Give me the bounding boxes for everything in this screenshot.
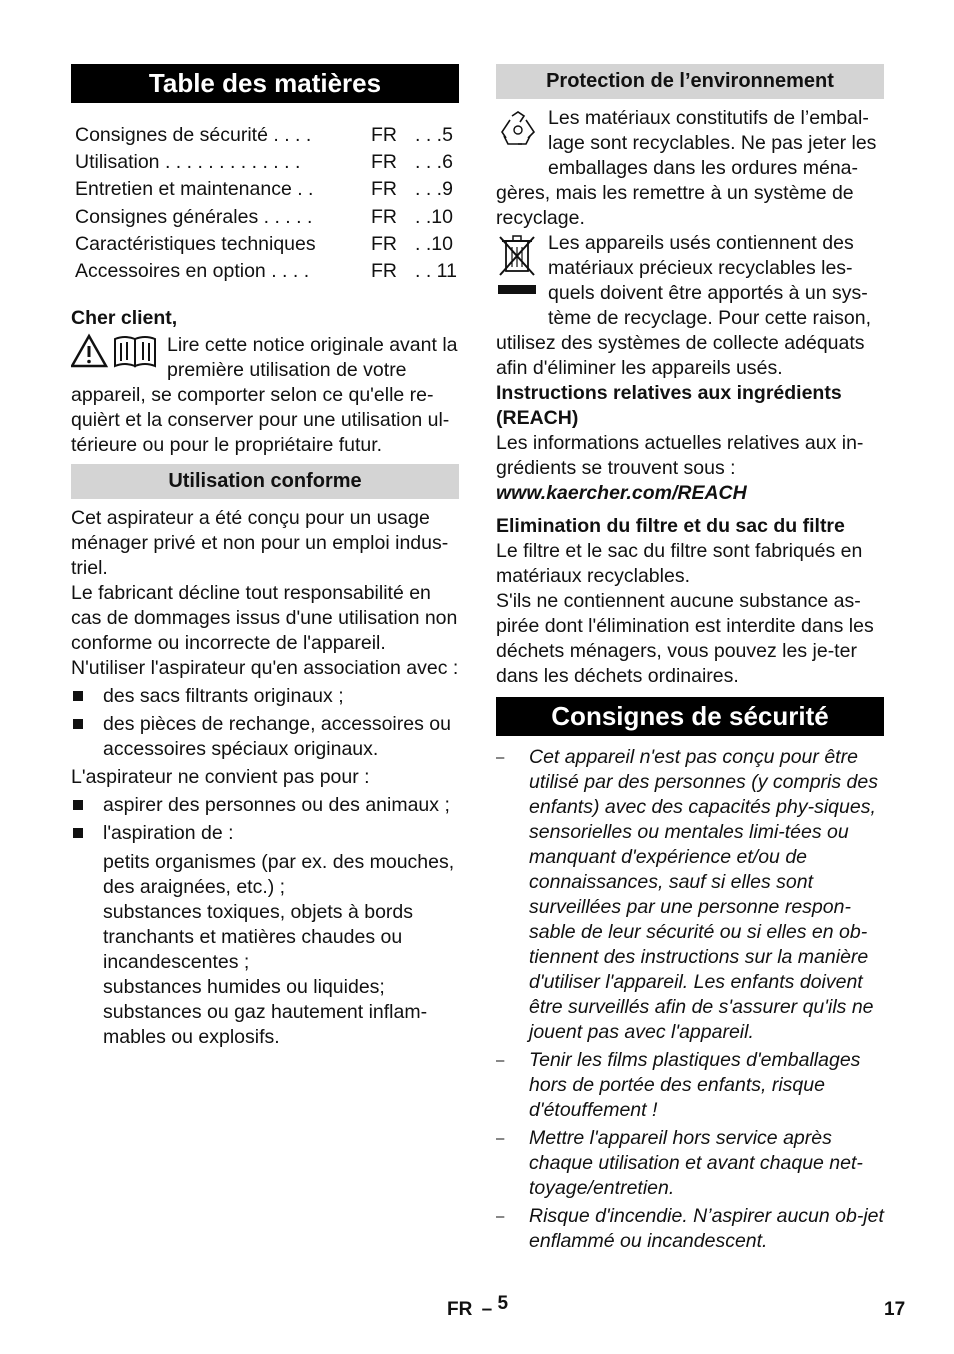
usage-title: Utilisation conforme xyxy=(71,464,459,499)
footer-local-page: 5 xyxy=(497,1293,509,1314)
toc-label: Consignes de sécurité . . . . xyxy=(75,124,312,147)
right-column xyxy=(496,64,884,1257)
usage-bullet-item: des pièces de rechange, accessoires ou accessoires spéciaux originaux. xyxy=(71,712,459,762)
usage-p2: Le fabricant décline tout responsabilité en cas de dommages issus d'une utilisation non conforme ou incorrecte de l'appareil. xyxy=(71,582,458,655)
toc-label: Utilisation . . . . . . . . . . . . . xyxy=(75,151,301,174)
usage-sub-item: petits organismes (par ex. des mouches, des araignées, etc.) ; xyxy=(103,851,455,899)
toc-lang: FR xyxy=(371,151,397,174)
left-column xyxy=(71,64,459,1050)
toc-lang: FR xyxy=(371,260,397,283)
toc-page: . .10 xyxy=(415,232,453,255)
safety-item: – Tenir les films plastiques d'emballages hors de portée des enfants, risque d'étouffement ! xyxy=(496,1048,884,1123)
usage-bullet-item: l'aspiration de : xyxy=(71,821,459,846)
toc-page: . . .9 xyxy=(415,178,453,201)
toc-lang: FR xyxy=(371,124,397,147)
safety-list xyxy=(496,745,884,1254)
toc-lang: FR xyxy=(371,178,397,201)
toc-row[interactable] xyxy=(75,231,463,258)
page-number: 17 xyxy=(884,1299,906,1320)
usage-sub-item: substances toxiques, objets à bords tranchants et matières chaudes ou incandescentes ; xyxy=(103,901,414,974)
toc-page: . . .6 xyxy=(415,151,453,174)
filter-p2: S'ils ne contiennent aucune substance as-pirée dont l'élimination est interdite dans les déchets ménagers, vous pouvez les je-ter dans les déchets ordinaires. xyxy=(496,590,874,687)
toc-lang: FR xyxy=(371,232,397,255)
toc-row[interactable] xyxy=(75,122,463,149)
usage-list-2 xyxy=(71,793,459,846)
reach-heading: Instructions relatives aux ingrédients (REACH) xyxy=(496,382,842,429)
toc-label: Accessoires en option . . . . xyxy=(75,260,310,283)
safety-item: – Mettre l'appareil hors service après chaque utilisation et avant chaque net-toyage/entretien. xyxy=(496,1126,884,1201)
toc-page: . . .5 xyxy=(415,124,453,147)
toc-label: Entretien et maintenance . . xyxy=(75,178,314,201)
reach-link[interactable]: www.kaercher.com/REACH xyxy=(496,482,747,504)
usage-bullet-item: des sacs filtrants originaux ; xyxy=(71,684,459,709)
usage-bullet-item: aspirer des personnes ou des animaux ; xyxy=(71,793,459,818)
footer-dash: – xyxy=(481,1299,493,1320)
usage-list-1 xyxy=(71,684,459,762)
usage-sub-list xyxy=(71,850,459,1050)
usage-sub-item: substances ou gaz hautement inflam-mables ou explosifs. xyxy=(103,1001,428,1049)
recycle-icon xyxy=(496,110,540,157)
toc-lang: FR xyxy=(371,205,397,228)
client-heading: Cher client, xyxy=(71,307,178,330)
safety-item: – Cet appareil n'est pas conçu pour être utilisé par des personnes (y compris des enfants) avec des capacités phy-siques, sensorielles ou mentales limi-tées ou manquant d'expérience et/ou de connaissances, sauf si elles sont surveillées par une personne respon-sable de leur sécurité ou si elles en ob-tiennent des instructions sur la manière d'utiliser l'appareil. Les enfants doivent être surveillés afin de s'assurer qu'ils ne jouent pas avec l'appareil. xyxy=(496,745,884,1045)
environment-p1: Les matériaux constitutifs de l’embal-lage sont recyclables. Ne pas jeter les emballages dans les ordures ména-gères, mais les remettre à un système de recyclage. xyxy=(496,107,877,229)
environment-p2: Les appareils usés contiennent des matériaux précieux recyclables les-quels doivent être apportés à un sys-tème de recyclage. Pour cette raison, utilisez des systèmes de collecte adéquats afin d'éliminer les appareils usés. xyxy=(496,232,871,379)
weee-bin-icon xyxy=(496,233,540,310)
safety-title: Consignes de sécurité xyxy=(496,697,884,736)
footer-lang: FR xyxy=(447,1299,473,1320)
client-text: Lire cette notice originale avant la première utilisation de votre appareil, se comporter selon ce qu'elle re-quièrt et la conserver pour une utilisation ul-térieure ou pour le propriétaire futur. xyxy=(71,334,458,457)
toc-row[interactable] xyxy=(75,149,463,176)
toc-label: Consignes générales . . . . . xyxy=(75,205,313,228)
toc-page: . . 11 xyxy=(415,260,457,283)
safety-item: – Risque d'incendie. N’aspirer aucun ob-jet enflammé ou incandescent. xyxy=(496,1204,884,1254)
toc-title: Table des matières xyxy=(71,64,459,103)
usage-p3: N'utiliser l'aspirateur qu'en association avec : xyxy=(71,657,459,680)
toc-table xyxy=(75,122,463,285)
filter-p1: Le filtre et le sac du filtre sont fabriqués en matériaux recyclables. xyxy=(496,540,863,587)
usage-sub-item: substances humides ou liquides; xyxy=(103,976,385,999)
usage-p4: L'aspirateur ne convient pas pour : xyxy=(71,766,370,789)
toc-row[interactable] xyxy=(75,176,463,203)
reach-text: Les informations actuelles relatives aux in-grédients se trouvent sous : xyxy=(496,432,864,479)
toc-row[interactable] xyxy=(75,258,463,285)
toc-page: . .10 xyxy=(415,205,453,228)
warning-manual-icon xyxy=(71,333,159,376)
footer-section xyxy=(447,1293,509,1322)
environment-title: Protection de l’environnement xyxy=(496,64,884,99)
usage-p1: Cet aspirateur a été conçu pour un usage ménager privé et non pour un emploi indus-triel. xyxy=(71,507,449,580)
filter-heading: Elimination du filtre et du sac du filtre xyxy=(496,515,845,537)
toc-label: Caractéristiques techniques xyxy=(75,232,316,255)
toc-row[interactable] xyxy=(75,204,463,231)
